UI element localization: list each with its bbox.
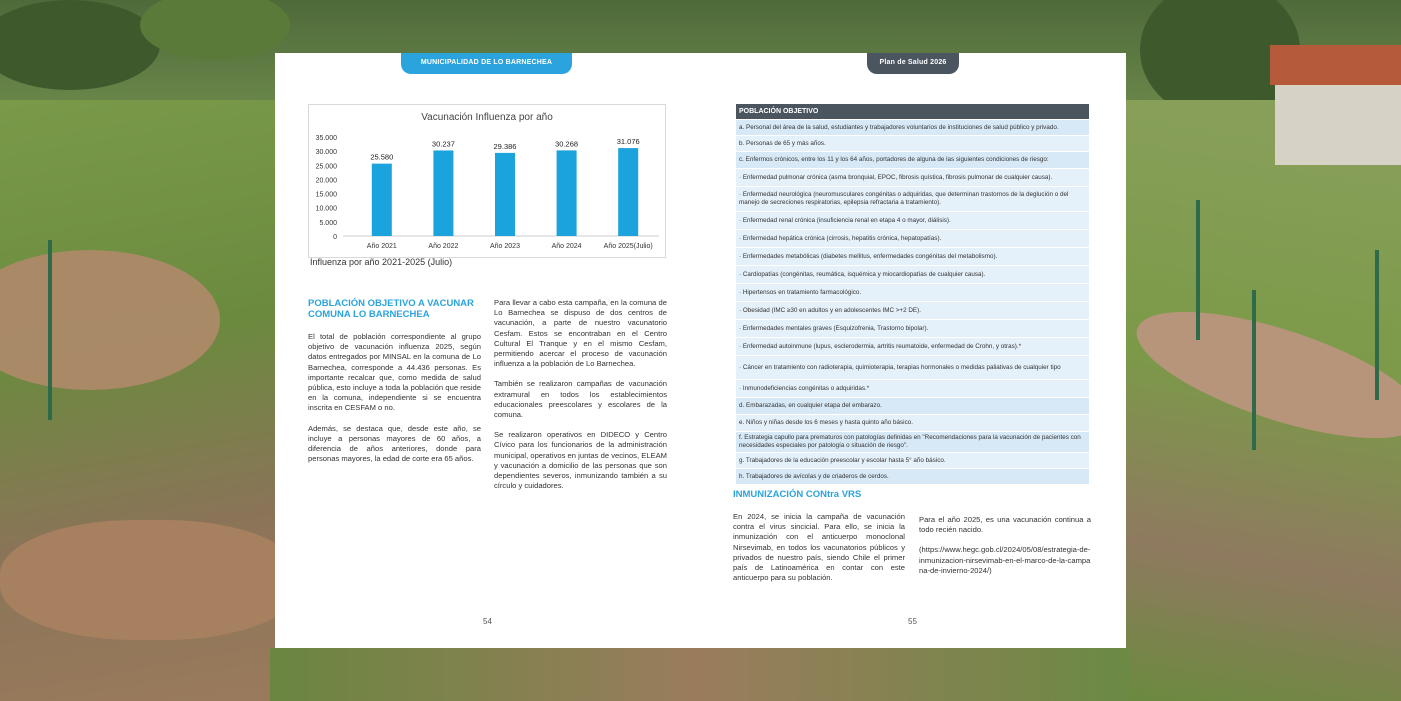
bar	[495, 153, 515, 236]
table-row: h. Trabajadores de avícolas y de criaderos de cerdos.	[736, 468, 1089, 484]
chart-caption: Influenza por año 2021-2025 (Julio)	[310, 257, 453, 267]
table-row: · Cardiopatías (congénitas, reumática, isquémica y miocardiopatías de cualquier causa).	[736, 265, 1089, 283]
paragraph: Para el año 2025, es una vacunación continua a todo recién nacido.	[919, 515, 1091, 535]
paragraph: Para llevar a cabo esta campaña, en la comuna de Lo Barnechea se dispuso de dos centros de vacunación, a parte de nuestro vacunatorio Cesfam. Estos se encontraban en el Centro Cultural El Tranque y en el mismo Cesfam, permitiendo acercar el proceso de vacunación influenza a la población de Lo Barnechea.	[494, 298, 667, 369]
header-tab-plan: Plan de Salud 2026	[867, 53, 959, 74]
bar-value-label: 30.268	[555, 139, 579, 149]
x-tick-label: Año 2021	[366, 243, 397, 250]
left-column-2	[494, 298, 667, 501]
y-tick-label: 15.000	[315, 191, 337, 199]
paragraph: Se realizaron operativos en DIDECO y Centro Cívico para los funcionarios de la administración municipal, operativos en juntas de vecinos, ELEAM y vacunación a domicilio de las personas que son dependientes severos, inmunizando también a su círculo y cuidadores.	[494, 430, 667, 491]
table-row: · Obesidad (IMC ≥30 en adultos y en adolescentes IMC >+2 DE).	[736, 301, 1089, 319]
bar	[433, 150, 453, 236]
bar-value-label: 29.386	[493, 141, 517, 151]
table-row: · Enfermedad renal crónica (insuficiencia renal en etapa 4 o mayor, diálisis).	[736, 211, 1089, 229]
table-row: · Inmunodeficiencias congénitas o adquiridas.*	[736, 379, 1089, 397]
y-tick-label: 35.000	[315, 135, 337, 142]
bar-value-label: 25.580	[370, 152, 394, 162]
table-row: · Hipertensos en tratamiento farmacológico.	[736, 283, 1089, 301]
y-tick-label: 30.000	[315, 149, 337, 157]
page-number-right: 55	[908, 617, 917, 626]
bar	[618, 148, 638, 236]
bar-value-label: 30.237	[431, 139, 455, 149]
right-column-2	[919, 515, 1091, 586]
y-tick-label: 0	[333, 234, 337, 241]
table-row: b. Personas de 65 y más años.	[736, 135, 1089, 151]
table-row: e. Niños y niñas desde los 6 meses y hasta quinto año básico.	[736, 414, 1089, 431]
table-row: · Enfermedades metabólicas (diabetes mellitus, enfermedades congénitas del metabolismo).	[736, 247, 1089, 265]
y-tick-label: 5.000	[319, 219, 337, 227]
y-tick-label: 20.000	[315, 177, 337, 185]
bar	[557, 150, 577, 236]
header-tab-municipality: MUNICIPALIDAD DE LO BARNECHEA	[401, 53, 572, 74]
x-tick-label: Año 2023	[490, 243, 520, 250]
page-number-left: 54	[483, 617, 492, 626]
influenza-vaccination-chart	[308, 104, 666, 258]
table-row: f. Estrategia capullo para prematuros con patologías definidas en "Recomendaciones para la vacunación de pacientes con necesidades especiales por patología o situación de riesgo".	[736, 431, 1089, 452]
table-row: · Enfermedad hepática crónica (cirrosis, hepatitis crónica, hepatopatías).	[736, 229, 1089, 247]
target-population-table	[736, 104, 1089, 484]
table-row: · Enfermedad autoinmune (lupus, esclerodermia, artritis reumatoide, enfermedad de Crohn, y otras).*	[736, 337, 1089, 355]
table-row: · Enfermedad pulmonar crónica (asma bronquial, EPOC, fibrosis quística, fibrosis pulmonar de cualquier causa).	[736, 168, 1089, 186]
chart-title: Vacunación Influenza por año	[421, 112, 553, 123]
paragraph: También se realizaron campañas de vacunación extramural en todos los establecimientos educacionales preescolares y escolares de la comuna.	[494, 379, 667, 420]
paragraph: En 2024, se inicia la campaña de vacunación contra el virus sincicial. Para ello, se inicia la inmunización con el anticuerpo monoclonal Nirsevimab, en todos los vacunatorios públicos y privados de nuestro país, siendo Chile el primer país de Latinoamérica en contar con este anticuerpo para su población.	[733, 512, 905, 583]
table-row: g. Trabajadores de la educación preescolar y escolar hasta 5° año básico.	[736, 452, 1089, 468]
y-tick-label: 10.000	[315, 205, 337, 213]
left-column-1	[308, 332, 481, 474]
table-row: d. Embarazadas, en cualquier etapa del embarazo.	[736, 397, 1089, 414]
x-tick-label: Año 2022	[428, 243, 459, 250]
bar	[372, 164, 392, 236]
paragraph: El total de población correspondiente al grupo objetivo de vacunación influenza 2025, según datos entregados por MINSAL en la comuna de Lo Barnechea, corresponde a 44.436 personas. Es importante recalcar que, como medida de salud pública, esto incluye a toda la población que reside en la comuna, independiente si se encuentra inscrita en CESFAM o no.	[308, 332, 481, 413]
table-row: · Cáncer en tratamiento con radioterapia, quimioterapia, terapias hormonales o medidas paliativas de cualquier tipo	[736, 355, 1089, 379]
y-tick-label: 25.000	[315, 163, 337, 171]
paragraph: Además, se destaca que, desde este año, se incluye a personas mayores de 60 años, a diferencia de años anteriores, donde para personas mayores, la edad de corte era 65 años.	[308, 423, 481, 464]
x-tick-label: Año 2025(Julio)	[603, 243, 653, 250]
bar-value-label: 31.076	[616, 137, 640, 147]
table-row: c. Enfermos crónicos, entre los 11 y los 64 años, portadores de alguna de las siguientes condiciones de riesgo:	[736, 151, 1089, 168]
table-row: · Enfermedades mentales graves (Esquizofrenia, Trastorno bipolar).	[736, 319, 1089, 337]
reference-link[interactable]: (https://www.hegc.gob.cl/2024/05/08/estrategia-de-inmunizacion-nirsevimab-en-el-marco-de-la-campana-de-invierno-2024/)	[919, 545, 1091, 575]
table-header: POBLACIÓN OBJETIVO	[736, 104, 1089, 119]
x-tick-label: Año 2024	[551, 243, 582, 250]
section-heading-vrs: INMUNIZACIÓN CONtra VRS	[733, 489, 862, 500]
table-row: · Enfermedad neurológica (neuromusculares congénitas o adquiridas, que determinan trastornos de la deglución o del manejo de secreciones respiratorias, epilepsia refractaria a tratamiento).	[736, 186, 1089, 211]
right-column-1	[733, 512, 905, 593]
section-heading-target-population: POBLACIÓN OBJETIVO A VACUNAR COMUNA LO BARNECHEA	[308, 298, 474, 320]
table-row: a. Personal del área de la salud, estudiantes y trabajadores voluntarios de instituciones de salud público y privado.	[736, 119, 1089, 135]
